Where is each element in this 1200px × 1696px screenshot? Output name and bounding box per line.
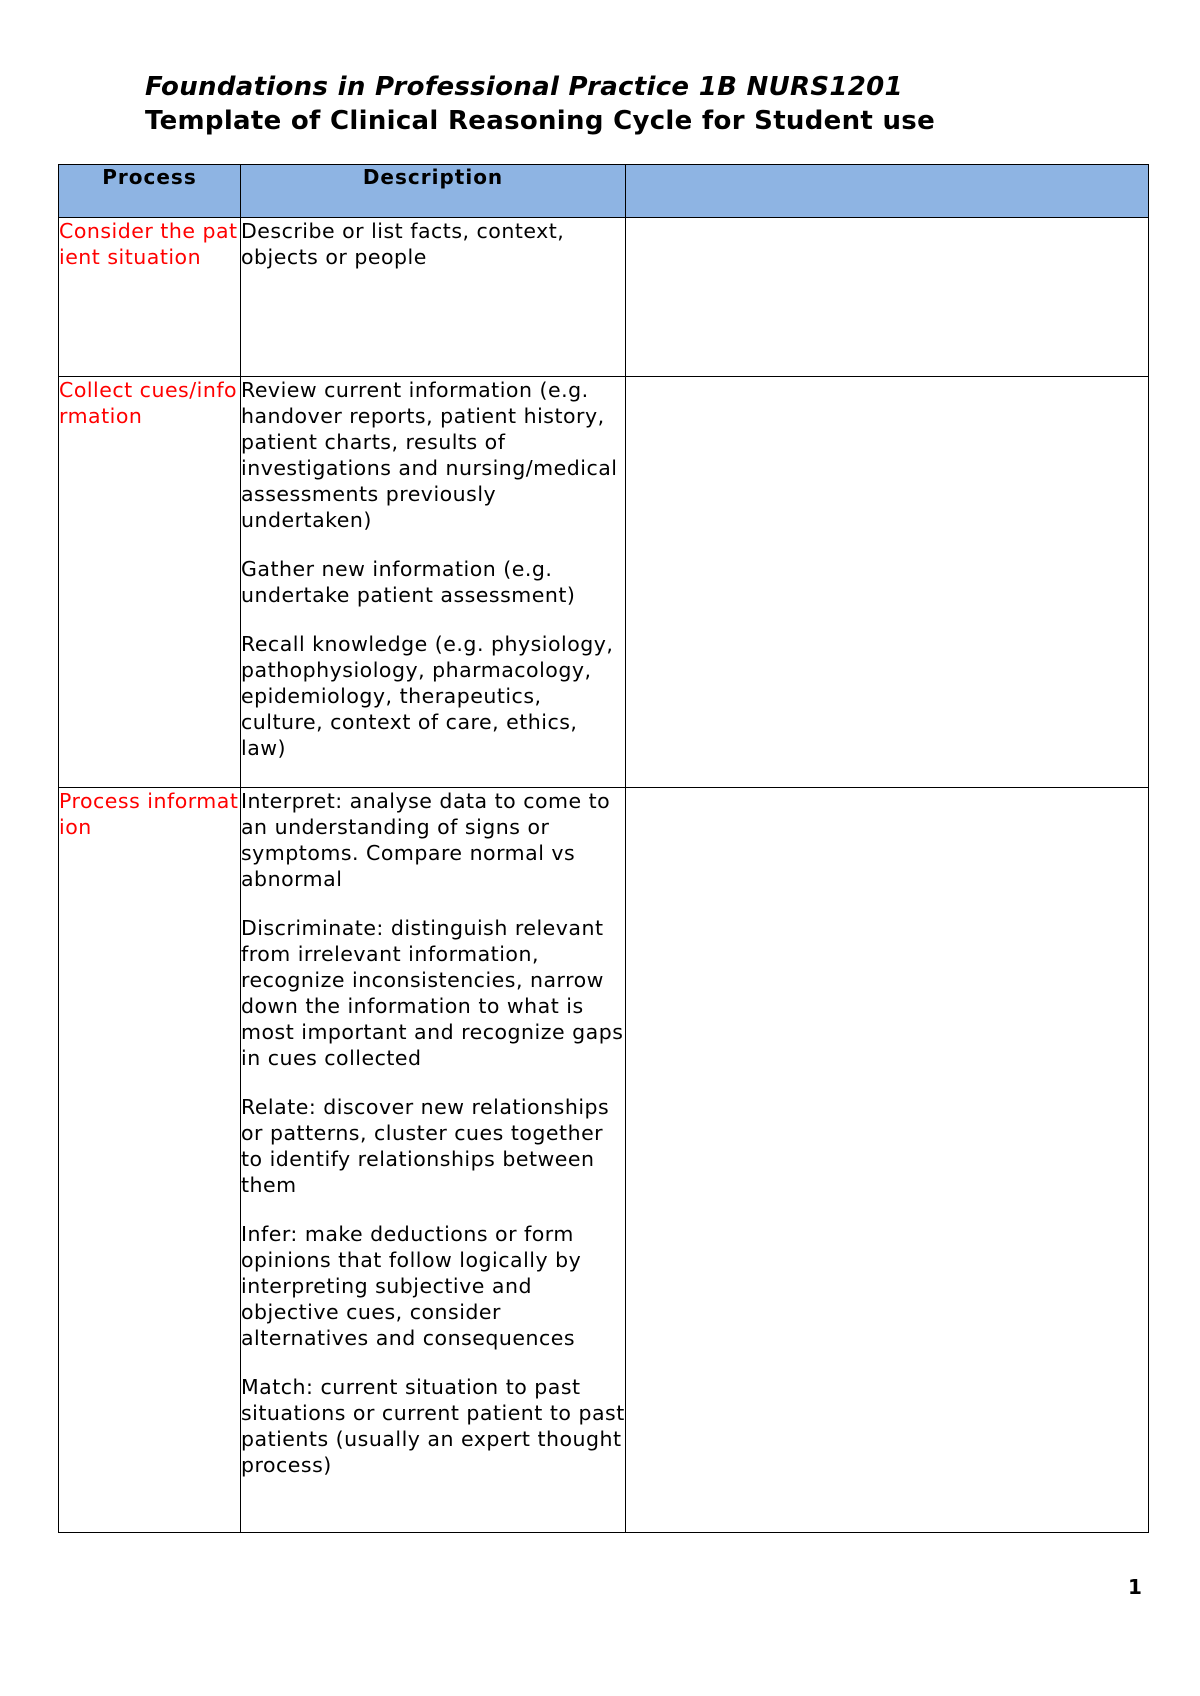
description-paragraph: Interpret: analyse data to come to an understanding of signs or symptoms. Compare normal vs abnormal	[241, 789, 611, 891]
notes-cell[interactable]	[626, 788, 1149, 1533]
description-cell	[241, 788, 626, 1533]
notes-cell[interactable]	[626, 218, 1149, 377]
description-paragraph: Match: current situation to past situations or current patient to past patients (usually an expert thought process)	[241, 1375, 625, 1477]
description-cell	[241, 377, 626, 788]
table-row	[59, 788, 1149, 1533]
description-paragraph: Gather new information (e.g. undertake patient assessment)	[241, 557, 576, 607]
table-row	[59, 377, 1149, 788]
course-title: Foundations in Professional Practice 1B NURS1201	[145, 72, 903, 102]
description-paragraph: Recall knowledge (e.g. physiology, pathophysiology, pharmacology, epidemiology, therapeutics, culture, context of care, ethics, law)	[241, 632, 614, 760]
template-title: Template of Clinical Reasoning Cycle for Student use	[145, 106, 936, 136]
description-paragraph: Relate: discover new relationships or patterns, cluster cues together to identify relationships between them	[241, 1095, 610, 1197]
clinical-reasoning-table	[58, 164, 1149, 1533]
notes-cell[interactable]	[626, 377, 1149, 788]
table-header-row	[59, 165, 1149, 218]
description-cell	[241, 218, 626, 377]
process-label: Consider the patient situation	[59, 218, 241, 377]
header-process: Process	[59, 165, 241, 218]
header-notes	[626, 165, 1149, 218]
page-number: 1	[1128, 1575, 1142, 1599]
description-paragraph: Review current information (e.g. handover reports, patient history, patient charts, results of investigations and nursing/medical assessments previously undertaken)	[241, 378, 618, 532]
header-description: Description	[241, 165, 626, 218]
process-label: Collect cues/information	[59, 377, 241, 788]
table-row	[59, 218, 1149, 377]
process-label: Process information	[59, 788, 241, 1533]
description-paragraph: Describe or list facts, context, objects or people	[241, 219, 565, 269]
document-title	[145, 70, 1145, 138]
description-paragraph: Infer: make deductions or form opinions that follow logically by interpreting subjective and objective cues, consider alternatives and consequences	[241, 1222, 582, 1350]
description-paragraph: Discriminate: distinguish relevant from irrelevant information, recognize inconsistencies, narrow down the information to what is most important and recognize gaps in cues collected	[241, 916, 624, 1070]
